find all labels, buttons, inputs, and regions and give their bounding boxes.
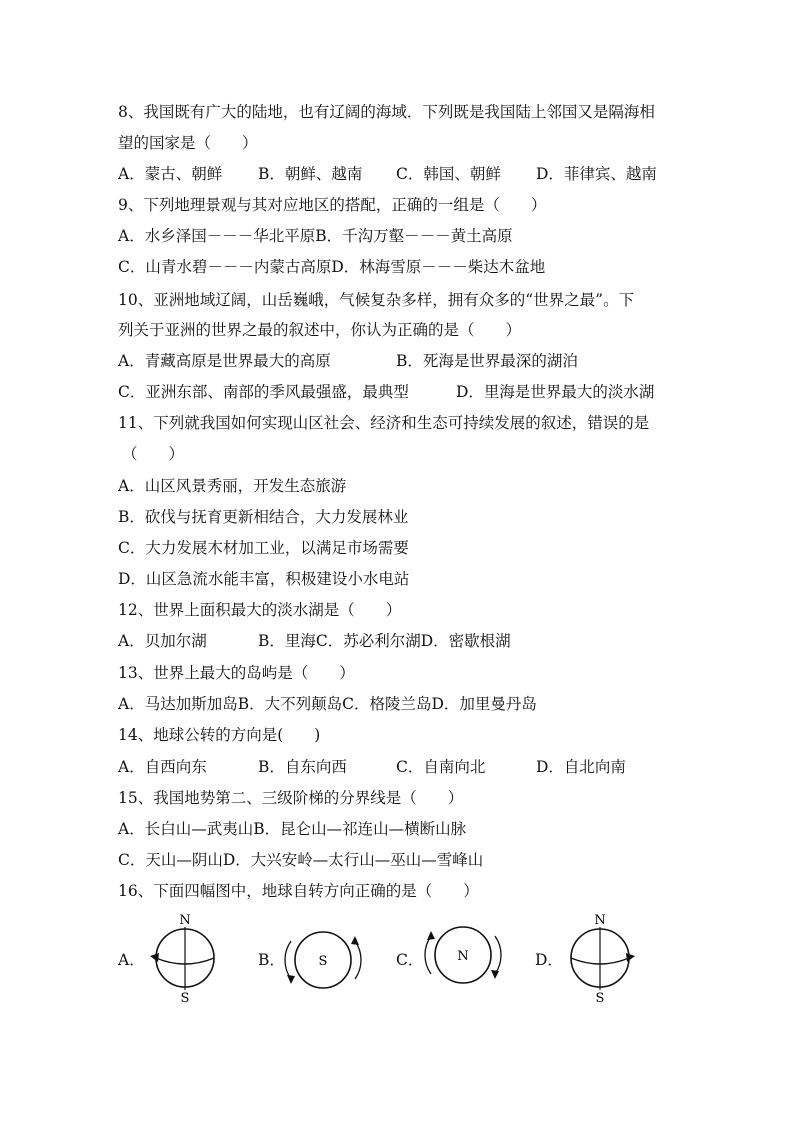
- figure-c-left-arc: [425, 936, 431, 974]
- q12-stem: 12、世界上面积最大的淡水湖是（ ）: [118, 601, 402, 619]
- figure-c-right-arc: [495, 936, 501, 974]
- q16-stem: 16、下面四幅图中，地球自转方向正确的是（ ）: [118, 882, 479, 900]
- q9-stem: 9、下列地理景观与其对应地区的搭配，正确的一组是（ ）: [118, 196, 547, 214]
- q15-options-line1: A．长白山—武夷山B．昆仑山—祁连山—横断山脉: [118, 820, 467, 838]
- figure-c-right-arrow-icon: [491, 970, 499, 979]
- figure-d-south-label: S: [595, 991, 605, 1006]
- q10-option-c: C．亚洲东部、南部的季风最强盛，最典型: [118, 383, 409, 401]
- q11-stem-line2: （ ）: [122, 445, 185, 463]
- q12-option-a: A．贝加尔湖: [118, 632, 207, 650]
- q10-stem-line2: 列关于亚洲的世界之最的叙述中，你认为正确的是（ ）: [118, 321, 522, 339]
- figure-b-pole-label: S: [318, 954, 328, 969]
- q10-option-b: B．死海是世界最深的湖泊: [396, 352, 578, 370]
- q15-stem: 15、我国地势第二、三级阶梯的分界线是（ ）: [118, 789, 464, 807]
- q16-figure-c-globe: [422, 920, 504, 990]
- figure-b-right-arc: [355, 941, 361, 979]
- q10-option-d: D．里海是世界最大的淡水湖: [456, 383, 655, 401]
- q10-stem-line1: 10、亚洲地域辽阔，山岳巍峨，气候复杂多样，拥有众多的“世界之最”。下: [118, 291, 635, 309]
- q16-figure-c-label: C．: [396, 951, 424, 969]
- figure-c-left-arrow-icon: [427, 931, 435, 940]
- q13-stem: 13、世界上最大的岛屿是（ ）: [118, 664, 355, 682]
- q16-figure-d-globe: [560, 910, 640, 1005]
- q8-option-a: A．蒙古、朝鲜: [118, 165, 223, 183]
- q8-option-c: C．韩国、朝鲜: [396, 165, 501, 183]
- figure-d-arrow-icon: [626, 953, 635, 962]
- figure-a-south-label: S: [180, 991, 190, 1006]
- q16-figure-a-label: A．: [118, 951, 145, 969]
- q11-option-b: B．砍伐与抚育更新相结合，大力发展林业: [118, 508, 409, 526]
- q15-options-line2: C．天山—阴山D．大兴安岭—太行山—巫山—雪峰山: [118, 851, 484, 869]
- figure-a-north-label: N: [179, 913, 191, 928]
- q8-stem-line2: 望的国家是（ ）: [118, 134, 258, 152]
- figure-b-left-arrow-icon: [287, 975, 295, 984]
- q16-figure-d-label: D．: [535, 951, 563, 969]
- q9-options-line2: C．山青水碧－－－内蒙古高原D．林海雪原－－－柴达木盆地: [118, 258, 546, 276]
- q11-option-d: D．山区急流水能丰富，积极建设小水电站: [118, 570, 410, 588]
- q13-options: A．马达加斯加岛B．大不列颠岛C．格陵兰岛D．加里曼丹岛: [118, 695, 537, 713]
- q14-stem: 14、地球公转的方向是( ): [118, 726, 321, 744]
- figure-b-left-arc: [285, 941, 291, 979]
- figure-c-pole-label: N: [457, 949, 469, 964]
- q8-option-d: D．菲律宾、越南: [536, 165, 657, 183]
- figure-a-arrow-icon: [150, 953, 159, 962]
- q9-options-line1: A．水乡泽国－－－华北平原B．千沟万壑－－－黄土高原: [118, 227, 513, 245]
- q11-option-a: A．山区风景秀丽，开发生态旅游: [118, 477, 347, 495]
- q14-option-b: B．自东向西: [258, 758, 347, 776]
- q12-options-rest: B．里海C．苏必利尔湖D．密歇根湖: [258, 632, 511, 650]
- q14-option-d: D．自北向南: [536, 758, 626, 776]
- q16-figure-b-label: B．: [258, 951, 285, 969]
- figure-d-north-label: N: [594, 913, 606, 928]
- q10-option-a: A．青藏高原是世界最大的高原: [118, 352, 331, 370]
- q8-option-b: B．朝鲜、越南: [258, 165, 363, 183]
- q8-stem-line1: 8、我国既有广大的陆地，也有辽阔的海域．下列既是我国陆上邻国又是隔海相: [118, 103, 655, 121]
- q16-figure-b-globe: [282, 925, 364, 995]
- q11-option-c: C．大力发展木材加工业，以满足市场需要: [118, 539, 409, 557]
- q16-figure-a-globe: [145, 910, 225, 1005]
- q11-stem-line1: 11、下列就我国如何实现山区社会、经济和生态可持续发展的叙述，错误的是: [118, 414, 650, 432]
- figure-b-right-arrow-icon: [351, 936, 359, 945]
- q14-option-a: A．自西向东: [118, 758, 207, 776]
- q14-option-c: C．自南向北: [396, 758, 486, 776]
